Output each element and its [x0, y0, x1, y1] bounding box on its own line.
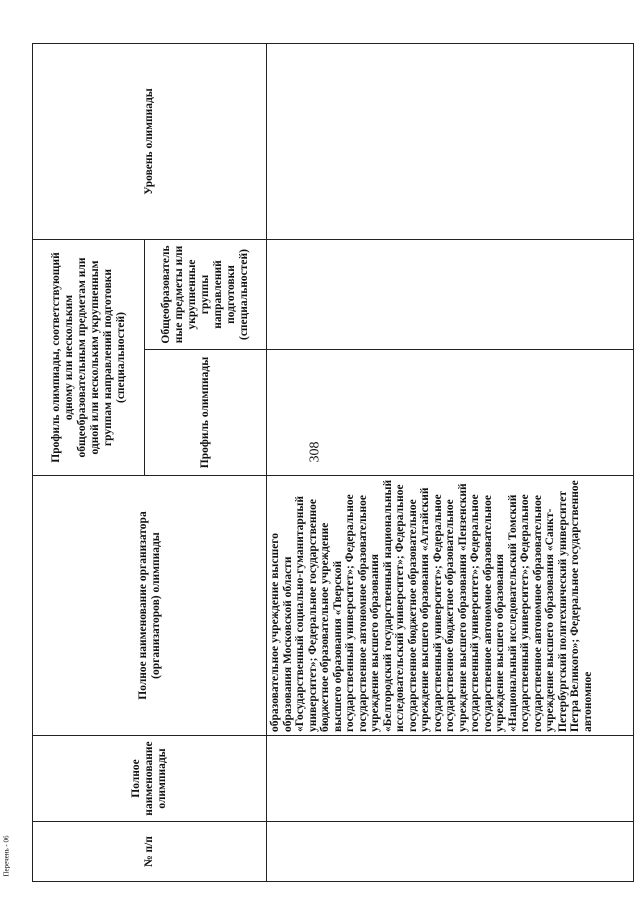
header-num: № п/п: [33, 822, 267, 882]
footer-note: Перечень - 06: [2, 835, 11, 877]
cell-subjects: [267, 240, 634, 350]
cell-profile: [267, 350, 634, 476]
header-subjects: Общеобразователь ные предметы или укрупненные группы направлений подготовки (специальностей): [145, 240, 267, 350]
header-profile-group: Профиль олимпиады, соответствующий одному или нескольким общеобразовательным предметам или одной или нескольким укрупненным группам направлений подготовки (специальностей): [33, 240, 145, 476]
cell-full-name: [267, 736, 634, 822]
table-row: [267, 44, 634, 882]
olympiad-table-sheet: [32, 44, 634, 882]
cell-level: [267, 44, 634, 240]
header-organizer: Полное наименование организатора (организаторов) олимпиады: [33, 476, 267, 736]
header-full-name: Полное наименование олимпиады: [33, 736, 267, 822]
header-level: Уровень олимпиады: [33, 44, 267, 240]
cell-organizer: образовательное учреждение высшего образования Московской области «Государственный социально-гуманитарный университет»; Федеральное государственное бюджетное образовательное учреждение высшего образования «Тверской государственный университет»; Федеральное государственное автономное образовательное учреждение высшего образования «Белгородский государственный национальный исследовательский университет»; Федеральное государственное бюджетное образовательное учреждение высшего образования «Алтайский государственный университет»; Федеральное государственное бюджетное образовательное учреждение высшего образования «Пензенский государственный университет»; Федеральное государственное автономное образовательное учреждение высшего образования «Национальный исследовательский Томский государственный университет»; Федеральное государственное автономное образовательное учреждение высшего образования «Санкт-Петербургский политехнический университет Петра Великого»; Федеральное государственное автономное: [267, 476, 634, 736]
olympiad-table: [32, 43, 634, 882]
page-number: 308: [307, 441, 323, 463]
header-profile: Профиль олимпиады: [145, 350, 267, 476]
cell-num: [267, 822, 634, 882]
